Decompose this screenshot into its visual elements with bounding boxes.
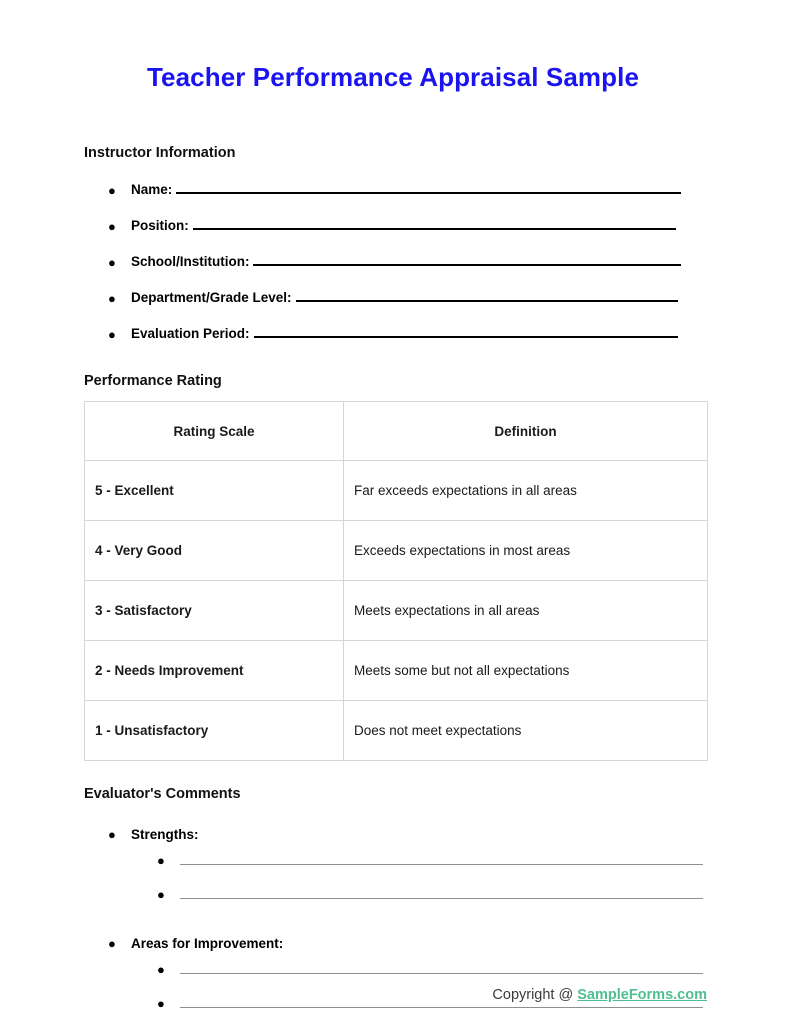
page-title: Teacher Performance Appraisal Sample (146, 62, 640, 92)
bullet-icon: ● (108, 936, 116, 951)
bullet-icon: ● (157, 962, 165, 977)
field-label: Department/Grade Level: (131, 290, 292, 305)
group-label-strengths: Strengths: (131, 827, 199, 842)
rating-scale-table (84, 401, 708, 761)
cell-definition: Meets some but not all expectations (344, 641, 708, 701)
cell-definition: Far exceeds expectations in all areas (344, 461, 708, 521)
cell-rating-scale: 5 - Excellent (85, 461, 344, 521)
bullet-icon: ● (108, 255, 116, 270)
list-item (0, 182, 786, 198)
blank-write-in-line[interactable] (180, 973, 703, 974)
group-label-areas-for-improvement: Areas for Improvement: (131, 936, 284, 951)
field-label: Name: (131, 182, 173, 197)
section-heading-evaluator-comments: Evaluator's Comments (84, 786, 241, 802)
field-label: Evaluation Period: (131, 326, 250, 341)
fill-in-line[interactable] (253, 257, 681, 266)
section-heading-performance-rating: Performance Rating (84, 373, 222, 389)
list-item (0, 935, 786, 1020)
bullet-icon: ● (108, 827, 116, 842)
table-row (85, 521, 708, 581)
bullet-icon: ● (108, 219, 116, 234)
bullet-icon: ● (157, 887, 165, 902)
performance-rating-section (0, 373, 786, 761)
cell-definition: Does not meet expectations (344, 701, 708, 761)
cell-definition: Exceeds expectations in most areas (344, 521, 708, 581)
column-header-definition: Definition (344, 402, 708, 461)
fill-in-line[interactable] (296, 293, 678, 302)
list-item (0, 290, 786, 306)
cell-rating-scale: 4 - Very Good (85, 521, 344, 581)
list-item (0, 883, 786, 911)
field-label: Position: (131, 218, 189, 233)
fill-in-line[interactable] (193, 221, 676, 230)
blank-write-in-line[interactable] (180, 1007, 703, 1008)
table-row (85, 581, 708, 641)
list-item (0, 218, 786, 234)
blank-write-in-line[interactable] (180, 864, 703, 865)
table-row (85, 701, 708, 761)
brand-link-sampleforms[interactable]: SampleForms.com (577, 987, 707, 1003)
footer (0, 987, 786, 1003)
evaluator-comments-section (0, 786, 786, 1020)
cell-rating-scale: 2 - Needs Improvement (85, 641, 344, 701)
fill-in-line[interactable] (254, 329, 678, 338)
column-header-rating-scale: Rating Scale (85, 402, 344, 461)
bullet-icon: ● (108, 327, 116, 342)
bullet-icon: ● (108, 291, 116, 306)
bullet-icon: ● (108, 183, 116, 198)
cell-definition: Meets expectations in all areas (344, 581, 708, 641)
blank-write-in-line[interactable] (180, 898, 703, 899)
section-heading-instructor-information: Instructor Information (84, 145, 236, 161)
strengths-blank-lines (0, 849, 786, 911)
list-item (0, 849, 786, 877)
cell-rating-scale: 3 - Satisfactory (85, 581, 344, 641)
list-item (0, 254, 786, 270)
table-header-row (85, 402, 708, 461)
bullet-icon: ● (157, 996, 165, 1011)
field-label: School/Institution: (131, 254, 250, 269)
fill-in-line[interactable] (176, 185, 681, 194)
bullet-icon: ● (157, 853, 165, 868)
instructor-field-list (0, 182, 786, 342)
list-item (0, 326, 786, 342)
table-row (85, 461, 708, 521)
cell-rating-scale: 1 - Unsatisfactory (85, 701, 344, 761)
list-item (0, 826, 786, 911)
list-item (0, 958, 786, 986)
copyright-text: Copyright @ (492, 987, 578, 1003)
table-row (85, 641, 708, 701)
